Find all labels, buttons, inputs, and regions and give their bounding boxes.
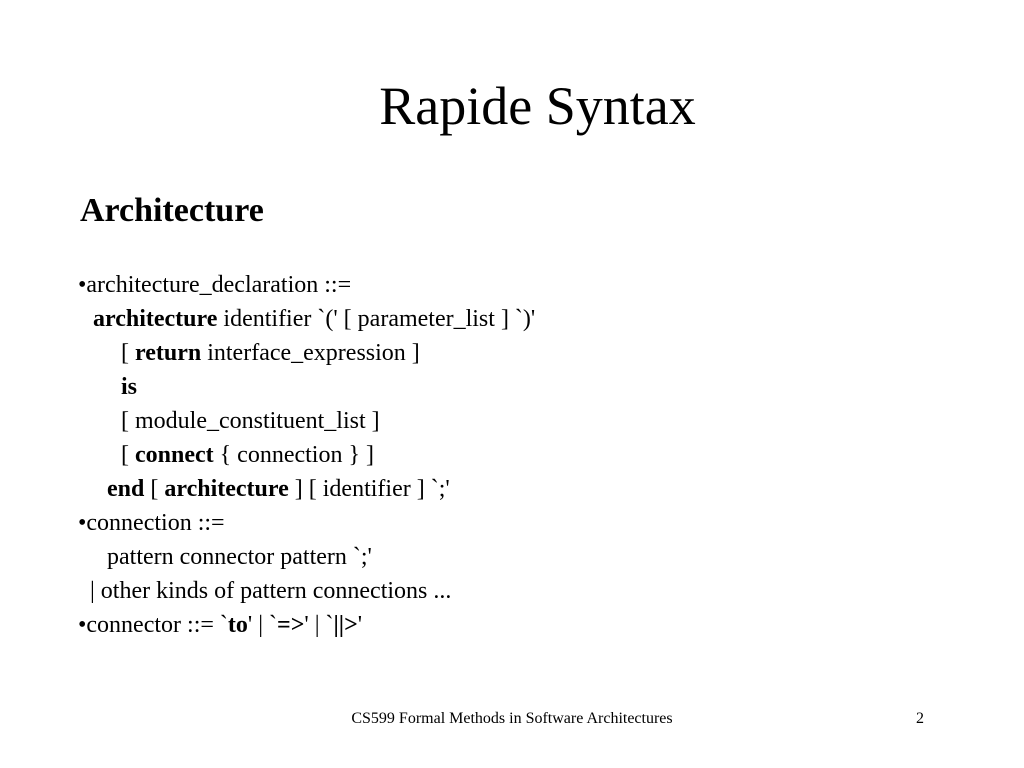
footer-course-title: CS599 Formal Methods in Software Architectures	[351, 710, 673, 727]
keyword: =>	[277, 612, 305, 638]
keyword: is	[121, 374, 138, 400]
grammar-text: interface_expression ]	[201, 340, 420, 366]
grammar-line-4	[121, 372, 137, 402]
grammar-line-11	[78, 610, 362, 640]
grammar-text: | other kinds of pattern connections ...	[90, 578, 452, 604]
keyword: end	[107, 476, 145, 502]
grammar-text: identifier `(' [ parameter_list ] `)'	[217, 306, 536, 332]
page-number: 2	[916, 710, 924, 727]
grammar-text: pattern connector pattern `;'	[107, 544, 372, 570]
section-heading: Architecture	[80, 192, 264, 229]
grammar-text: [	[121, 442, 135, 468]
grammar-text: •architecture_declaration ::=	[78, 272, 352, 298]
grammar-line-2	[93, 304, 535, 334]
grammar-text: '	[357, 612, 363, 638]
grammar-text: [	[121, 340, 135, 366]
grammar-text: ' | `	[247, 612, 278, 638]
grammar-text: ] [ identifier ] `;'	[288, 476, 450, 502]
grammar-line-9	[107, 542, 372, 572]
grammar-line-8	[78, 508, 225, 538]
keyword: connect	[135, 442, 214, 468]
grammar-line-10	[90, 576, 451, 606]
grammar-text: ' | `	[304, 612, 334, 638]
keyword: architecture	[164, 476, 289, 502]
grammar-text: •connection ::=	[78, 510, 225, 536]
keyword: architecture	[93, 306, 218, 332]
keyword: to	[227, 612, 248, 638]
grammar-line-3	[121, 338, 420, 368]
keyword: return	[135, 340, 202, 366]
slide-title: Rapide Syntax	[379, 76, 696, 136]
grammar-line-6	[121, 440, 374, 470]
keyword: ||>	[333, 612, 358, 638]
grammar-text: [	[144, 476, 165, 502]
grammar-text: •connector ::= `	[78, 612, 228, 638]
grammar-line-7	[107, 474, 450, 504]
grammar-text: [ module_constituent_list ]	[121, 408, 380, 434]
grammar-line-5	[121, 406, 380, 436]
grammar-line-1	[78, 270, 351, 300]
grammar-text: { connection } ]	[213, 442, 374, 468]
